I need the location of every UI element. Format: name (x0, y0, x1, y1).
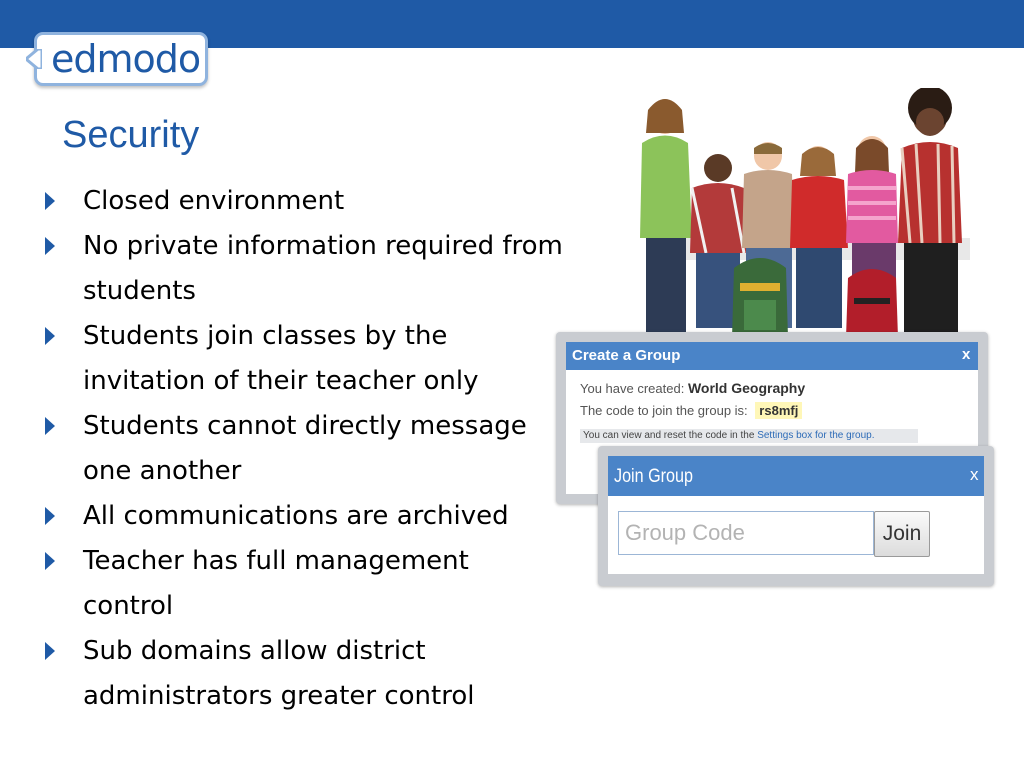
group-code-line (580, 403, 802, 418)
bullet-item (45, 179, 565, 224)
slide-title: Security (62, 114, 200, 156)
group-photo (640, 88, 980, 338)
bullet-item (45, 314, 565, 404)
edmodo-logo (34, 32, 208, 86)
created-group-line (580, 380, 805, 396)
settings-link[interactable]: Settings box for the group. (757, 430, 875, 441)
bullet-arrow-icon (45, 552, 55, 570)
bullet-text: Teacher has full management control (83, 546, 469, 621)
group-name: World Geography (687, 380, 806, 396)
bullet-text: Sub domains allow district administrators greater control (83, 636, 475, 711)
backpack-green (732, 258, 788, 338)
bullet-text: Students join classes by the invitation of their teacher only (83, 321, 479, 396)
logo-text: edmodo (51, 37, 201, 81)
bullet-item (45, 224, 565, 314)
person-teacher-right (898, 88, 962, 333)
bullet-item (45, 539, 565, 629)
bullet-item (45, 629, 565, 719)
bullet-text: Closed environment (83, 186, 345, 216)
person-teacher-left (640, 99, 692, 333)
settings-note (580, 429, 918, 443)
create-group-title: Create a Group (572, 347, 681, 364)
join-button[interactable]: Join (874, 511, 930, 557)
bullet-arrow-icon (45, 642, 55, 660)
group-code-value: rs8mfj (755, 402, 802, 419)
bullet-item (45, 494, 565, 539)
create-group-close-button[interactable]: x (962, 346, 971, 363)
join-group-title: Join Group (614, 466, 694, 487)
created-label: You have created: (580, 381, 685, 396)
bullet-arrow-icon (45, 237, 55, 255)
join-group-close-button[interactable]: x (970, 465, 979, 484)
bullet-arrow-icon (45, 417, 55, 435)
logo-notch-icon (26, 49, 42, 69)
bullet-text: Students cannot directly message one another (83, 411, 527, 486)
bullet-arrow-icon (45, 327, 55, 345)
bullet-text: All communications are archived (83, 501, 509, 531)
bullet-arrow-icon (45, 192, 55, 210)
code-label: The code to join the group is: (580, 403, 748, 418)
group-code-input[interactable] (618, 511, 874, 555)
bullet-item (45, 404, 565, 494)
bullet-text: No private information required from students (83, 231, 563, 306)
person-student-3 (790, 146, 848, 328)
bullet-arrow-icon (45, 507, 55, 525)
backpack-red (846, 269, 898, 338)
note-text: You can view and reset the code in the (583, 430, 758, 441)
bullet-list (45, 179, 565, 719)
